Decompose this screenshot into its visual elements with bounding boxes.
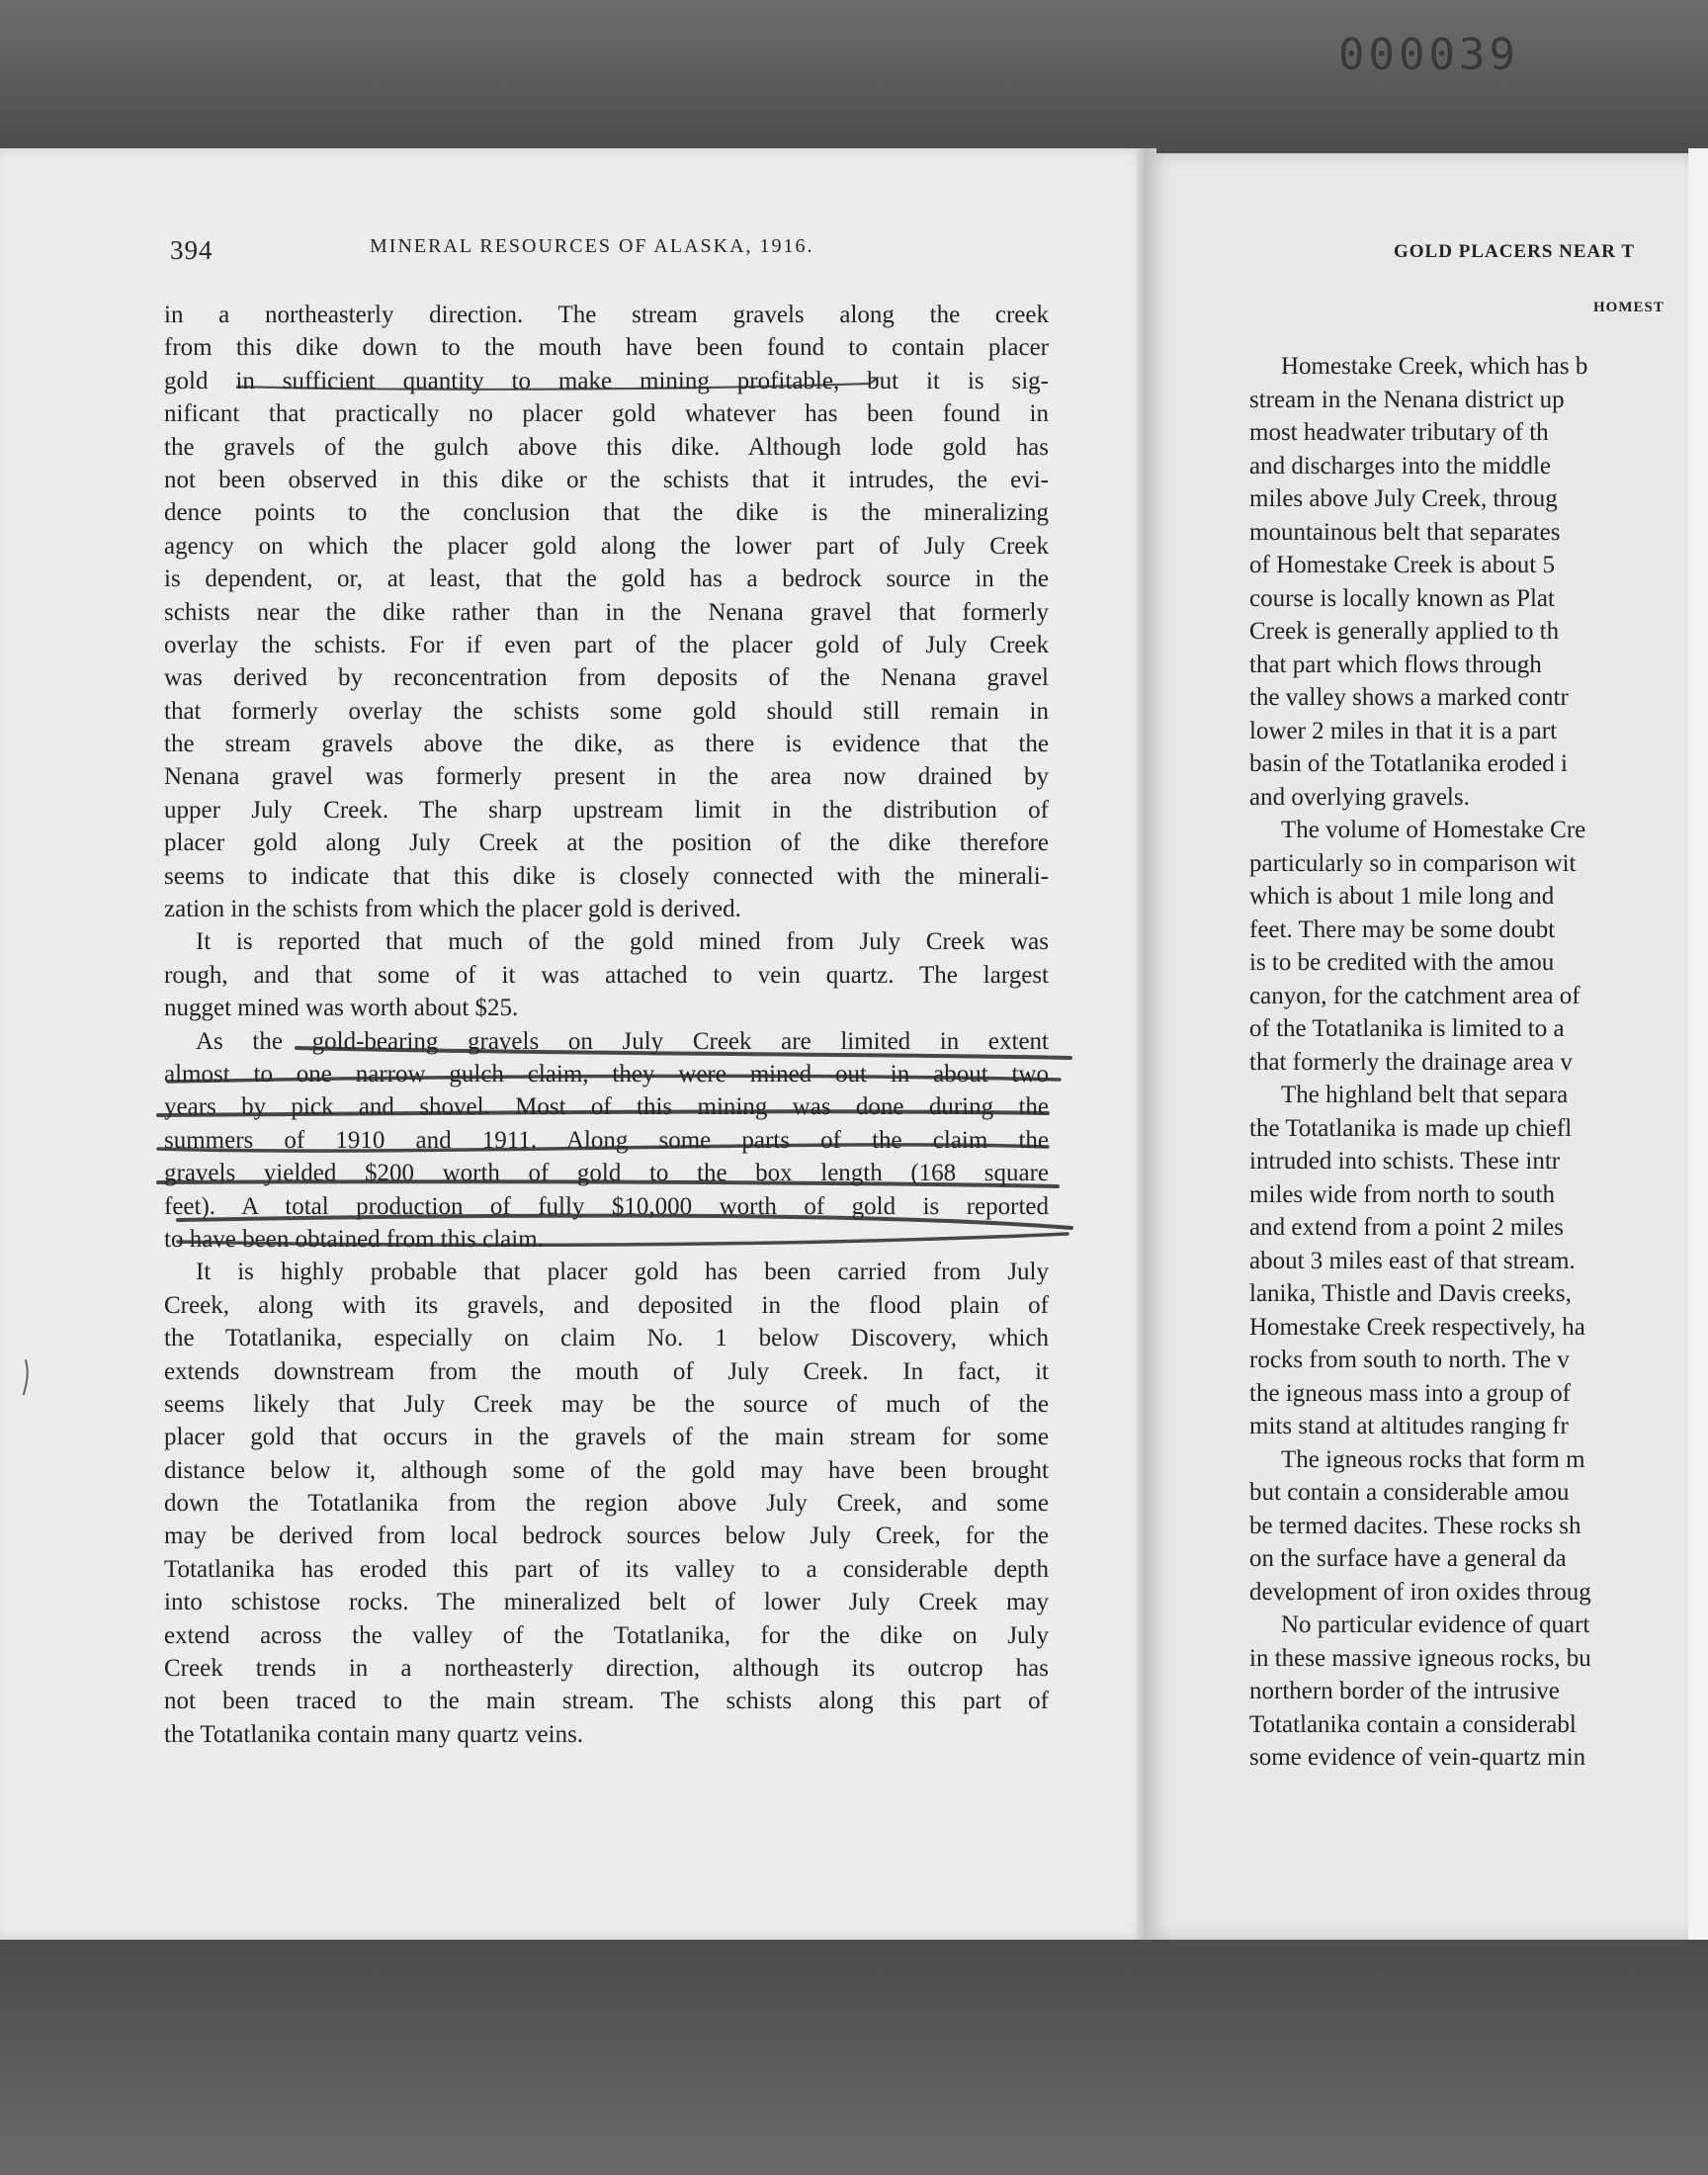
text-line: is to be credited with the amou (1249, 949, 1555, 976)
text-line: the igneous mass into a group of (1249, 1379, 1571, 1407)
text-line: mountainous belt that separates (1249, 518, 1561, 546)
text-line: The volume of Homestake Cre (1281, 817, 1586, 843)
text-line: that part which flows through (1249, 651, 1542, 678)
text-line: not been traced to the main stream. The schists along this part of (164, 1688, 1049, 1715)
text-line: down the Totatlanika from the region above July Creek, and some (164, 1490, 1049, 1518)
text-line: Creek is generally applied to th (1249, 618, 1560, 645)
text-line: It is highly probable that placer gold has been carried from July (196, 1259, 1049, 1286)
text-line: agency on which the placer gold along the lower part of July Creek (164, 532, 1049, 560)
text-line: of Homestake Creek is about 5 (1249, 552, 1555, 578)
text-line: in a northeasterly direction. The stream gravels along the creek (164, 302, 1049, 328)
text-line: As the gold-bearing gravels on July Creek are limited in extent (196, 1027, 1049, 1055)
text-line: that formerly the drainage area v (1249, 1048, 1573, 1076)
text-line: miles wide from north to south (1249, 1180, 1555, 1208)
text-line: The highland belt that separa (1281, 1082, 1569, 1108)
scan-border-bottom (0, 1940, 1708, 2175)
text-line: be termed dacites. These rocks sh (1249, 1512, 1581, 1539)
text-line: particularly so in comparison wit (1249, 849, 1577, 877)
text-line: and overlying gravels. (1249, 783, 1470, 811)
text-line: placer gold that occurs in the gravels of the main stream for some (164, 1424, 1049, 1451)
text-line: some evidence of vein-quartz min (1249, 1744, 1586, 1771)
text-line: miles above July Creek, throug (1249, 485, 1558, 512)
text-line: seems likely that July Creek may be the source of much of the (164, 1390, 1049, 1418)
text-line: of the Totatlanika is limited to a (1249, 1015, 1565, 1042)
text-line: seems to indicate that this dike is closely connected with the minerali- (164, 862, 1049, 890)
text-line: canyon, for the catchment area of (1249, 982, 1580, 1009)
text-line: Nenana gravel was formerly present in the area now drained by (164, 763, 1049, 791)
text-line: It is reported that much of the gold mined from July Creek was (196, 928, 1049, 956)
text-line: dence points to the conclusion that the dike is the mineralizing (164, 499, 1049, 527)
text-line: but contain a considerable amou (1249, 1479, 1570, 1506)
text-line: nugget mined was worth about $25. (164, 995, 519, 1022)
text-line: rough, and that some of it was attached to vein quartz. The largest (164, 961, 1049, 989)
text-line: about 3 miles east of that stream. (1249, 1247, 1576, 1274)
text-line: feet). A total production of fully $10,000 worth of gold is reported (164, 1192, 1049, 1220)
text-line: and extend from a point 2 miles (1249, 1214, 1564, 1241)
archive-stamp: 000039 (1338, 30, 1519, 80)
text-line: gold in sufficient quantity to make mining profitable, but it is sig- (164, 367, 1049, 394)
text-line: and discharges into the middle (1249, 452, 1552, 479)
text-line: not been observed in this dike or the schists that it intrudes, the evi- (164, 466, 1049, 493)
text-line: the valley shows a marked contr (1249, 684, 1569, 711)
left-text-column (164, 299, 1049, 1751)
text-line: the Totatlanika contain many quartz veins. (164, 1720, 584, 1748)
text-line: feet. There may be some doubt (1249, 915, 1556, 943)
text-line: the gravels of the gulch above this dike. Although lode gold has (164, 433, 1049, 461)
text-line: gravels yielded $200 worth of gold to the box length (168 square (164, 1160, 1049, 1187)
text-line: in these massive igneous rocks, bu (1249, 1644, 1591, 1672)
text-line: lanika, Thistle and Davis creeks, (1249, 1280, 1572, 1307)
text-line: from this dike down to the mouth have been found to contain placer (164, 334, 1049, 362)
text-line: course is locally known as Plat (1249, 584, 1555, 612)
text-line: almost to one narrow gulch claim, they were mined out in about two (164, 1060, 1049, 1088)
text-line: Totatlanika has eroded this part of its valley to a considerable depth (164, 1555, 1049, 1583)
text-line: mits stand at altitudes ranging fr (1249, 1413, 1569, 1439)
text-line: basin of the Totatlanika eroded i (1249, 750, 1568, 777)
text-line: the stream gravels above the dike, as there is evidence that the (164, 731, 1049, 758)
text-line: distance below it, although some of the gold may have been brought (164, 1456, 1049, 1484)
text-line: the Totatlanika is made up chiefl (1249, 1114, 1573, 1142)
text-line: into schistose rocks. The mineralized belt of lower July Creek may (164, 1589, 1049, 1616)
right-section-subhead: HOMEST (1593, 300, 1665, 315)
text-line: northern border of the intrusive (1249, 1678, 1560, 1704)
text-line: Homestake Creek, which has b (1281, 353, 1588, 380)
text-line: that formerly overlay the schists some gold should still remain in (164, 697, 1049, 725)
right-text-column (1249, 350, 1694, 1775)
text-line: may be derived from local bedrock sources below July Creek, for the (164, 1522, 1049, 1550)
text-line: placer gold along July Creek at the position of the dike therefore (164, 829, 1049, 857)
text-line: No particular evidence of quart (1281, 1611, 1590, 1638)
text-line: most headwater tributary of th (1249, 419, 1549, 446)
text-line: the Totatlanika, especially on claim No. 1 below Discovery, which (164, 1325, 1049, 1352)
text-line: Totatlanika contain a considerabl (1249, 1710, 1577, 1738)
text-line: nificant that practically no placer gold whatever has been found in (164, 400, 1049, 428)
text-line: zation in the schists from which the placer gold is derived. (164, 896, 741, 923)
text-line: rocks from south to north. The v (1249, 1347, 1570, 1373)
text-line: Creek trends in a northeasterly direction, although its outcrop has (164, 1655, 1049, 1683)
text-line: schists near the dike rather than in the Nenana gravel that formerly (164, 598, 1049, 626)
text-line: The igneous rocks that form m (1281, 1445, 1585, 1473)
text-line: which is about 1 mile long and (1249, 883, 1555, 910)
text-line: extends downstream from the mouth of July Creek. In fact, it (164, 1357, 1049, 1385)
text-line: summers of 1910 and 1911. Along some parts of the claim the (164, 1126, 1049, 1154)
right-running-head: GOLD PLACERS NEAR T (1394, 241, 1636, 262)
text-line: stream in the Nenana district up (1249, 386, 1565, 413)
text-line: Homestake Creek respectively, ha (1249, 1313, 1585, 1341)
text-line: on the surface have a general da (1249, 1545, 1567, 1572)
text-line: intruded into schists. These intr (1249, 1148, 1561, 1174)
text-line: is dependent, or, at least, that the gold has a bedrock source in the (164, 566, 1049, 593)
text-line: upper July Creek. The sharp upstream limit in the distribution of (164, 796, 1049, 824)
text-line: was derived by reconcentration from deposits of the Nenana gravel (164, 664, 1049, 692)
text-line: lower 2 miles in that it is a part (1249, 717, 1558, 744)
page-number: 394 (170, 235, 214, 265)
text-line: Creek, along with its gravels, and deposited in the flood plain of (164, 1291, 1049, 1319)
running-head: MINERAL RESOURCES OF ALASKA, 1916. (370, 235, 814, 257)
text-line: overlay the schists. For if even part of the placer gold of July Creek (164, 631, 1049, 658)
text-line: development of iron oxides throug (1249, 1578, 1591, 1606)
text-line: to have been obtained from this claim. (164, 1225, 544, 1253)
text-line: extend across the valley of the Totatlanika, for the dike on July (164, 1621, 1049, 1649)
text-line: years by pick and shovel. Most of this mining was done during the (164, 1093, 1049, 1121)
